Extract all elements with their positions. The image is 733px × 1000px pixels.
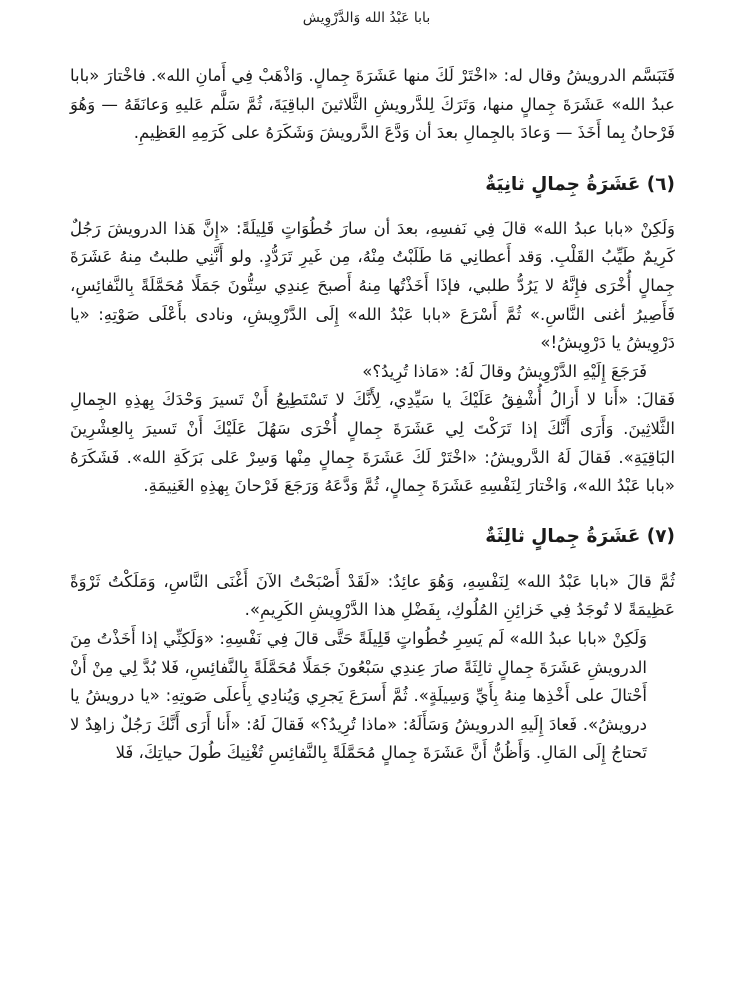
paragraph-7-1: ثُمَّ قالَ «بابا عَبْدُ الله» لِنَفْسِهِ، وَهُوَ عائِدٌ: «لَقَدْ أَصْبَحْتُ الآنَ أَغْنَى النَّاسِ، وَمَلَكْتُ ثَرْوَةً عَظِيمَةً لا تُوجَدُ فِي خَزائِنِ المُلُوكِ، بِفَضْلِ هذا الدَّرْوِيشِ الكَرِيمِ». xyxy=(70,571,675,620)
paragraph-7-2: وَلَكِنْ «بابا عبدُ الله» لَم يَسِرِ خُطُواتٍ قَلِيلَةً حَتَّى قالَ فِي نَفْسِهِ: «وَلَكِنِّي إذا أَخَذْتُ مِنَ الدرويشِ عَشَرَةَ جِمالٍ ثالِثَةً صارَ عِندِي سَبْعُونَ جَمَلًا مُحَمَّلَةً بِالنَّفائِسِ، فَلا بُدَّ لِي مِنْ أَنْ أَحْتالَ على أَخْذِها مِنهُ بِأَيِّ وَسِيلَةٍ». ثُمَّ أَسرَعَ يَجرِي وَيُنادِي بِأَعلَى صَوتِهِ: «يا درويشُ يا درويشُ». فَعادَ إِلَيهِ الدرويشُ وَسَأَلَهُ: «ماذا تُرِيدُ؟» فَقالَ لَهُ: «أَنا أَرَى أَنَّكَ رَجُلٌ زاهِدٌ لا تَحتاجُ إِلَى المَالِ. وَأَظُنُّ أَنَّ عَشَرَةَ جِمالٍ مُحَمَّلَةً بِالنَّفائِسِ تُغْنِيكَ طُولَ حياتِكَ، فَلا xyxy=(70,628,647,763)
paragraph-6-2: فَرَجَعَ إِلَيْهِ الدَّرْوِيشُ وقالَ لَهُ: «مَاذا تُرِيدُ؟» xyxy=(362,361,647,381)
running-header: بابا عَبْدُ الله وَالدَّرْوِيش xyxy=(302,10,431,26)
paragraph-6-1: وَلَكِنْ «بابا عبدُ الله» قالَ فِي نَفسِهِ، بعدَ أن سارَ خُطُوَاتٍ قَلِيلَةً: «إِنَّ هَذا الدرويشَ رَجُلٌ كَرِيمٌ طَيِّبُ القَلْبِ. وَقد أَعطانِي مَا طَلَبْتُ مِنْهُ، مِن غَيرِ تَرَدُّدٍ. ولو أَنَّنِي طلبتُ مِنهُ عَشَرَةَ جِمالٍ أُخْرَى فإِنَّهُ لا يَرُدُّ طلبي، فإذَا أَخَذْتُها مِنهُ أَصبحَ عِندِي سِتُّونَ جَمَلًا مُحَمَّلَةً بِالنَّفائِسِ، فَأَصِيرُ أغنى النَّاسِ.» ثُمَّ أَسْرَعَ «بابا عَبْدُ الله» إِلَى الدَّرْوِيشِ، ونادى بأَعْلَى صَوْتِهِ: «يا دَرْوِيشُ يا دَرْوِيشُ!» xyxy=(70,218,675,353)
paragraph-intro: فَتَبَسَّم الدرويشُ وقال له: «اخْتَرْ لَكَ منها عَشَرَةَ جِمالٍ. وَاذْهَبْ فِي أَمانِ الله». فاخْتارَ «بابا عبدُ الله» عَشَرَةَ جِمالٍ منها، وَتَرَكَ لِلدَّرويشِ الثَّلاثينَ الباقِيَةَ، ثُمَّ سَلَّم عَليهِ وَعانَقَهُ — وَهُوَ فَرْحانُ بِما أَخَذَ — وَعادَ بالجِمالِ بعدَ أن وَدَّعَ الدَّرويشَ وَشَكَرَهُ على كَرَمِهِ العَظِيمِ. xyxy=(70,66,675,143)
section-heading-6: (٦) عَشَرَةُ جِمالٍ ثانِيَةٌ xyxy=(485,173,675,195)
page-body xyxy=(70,62,675,768)
paragraph-6-3: فَقالَ: «أَنا لا أَزالُ أُشْفِقُ عَلَيْكَ يا سَيِّدِي، لِأَنَّكَ لا تَسْتَطِيعُ أَنْ تَسيرَ وَحْدَكَ بِهذِهِ الجِمالِ الثَّلاثِينَ. وَأَرَى أَنَّكَ إذا تَرَكْتَ لِي عَشَرَةَ جِمالٍ أُخْرَى سَهُلَ عَلَيْكَ أَنْ تَسيرَ بِالعِشْرِينَ البَاقِيَةِ». فَقالَ لَهُ الدَّرويشُ: «اخْتَرْ لَكَ عَشَرَةَ جِمالٍ مِنْها وَسِرْ عَلى بَرَكَةِ الله». فَشَكَرَهُ «بابا عَبْدُ الله»، وَاخْتارَ لِنَفْسِهِ عَشَرَةَ جِمالٍ، ثُمَّ وَدَّعَهُ وَرَجَعَ فَرْحانَ بِهذِهِ الغَنِيمَةِ. xyxy=(70,390,675,496)
section-heading-7: (٧) عَشَرَةُ جِمالٍ ثالِثَةٌ xyxy=(485,525,675,547)
